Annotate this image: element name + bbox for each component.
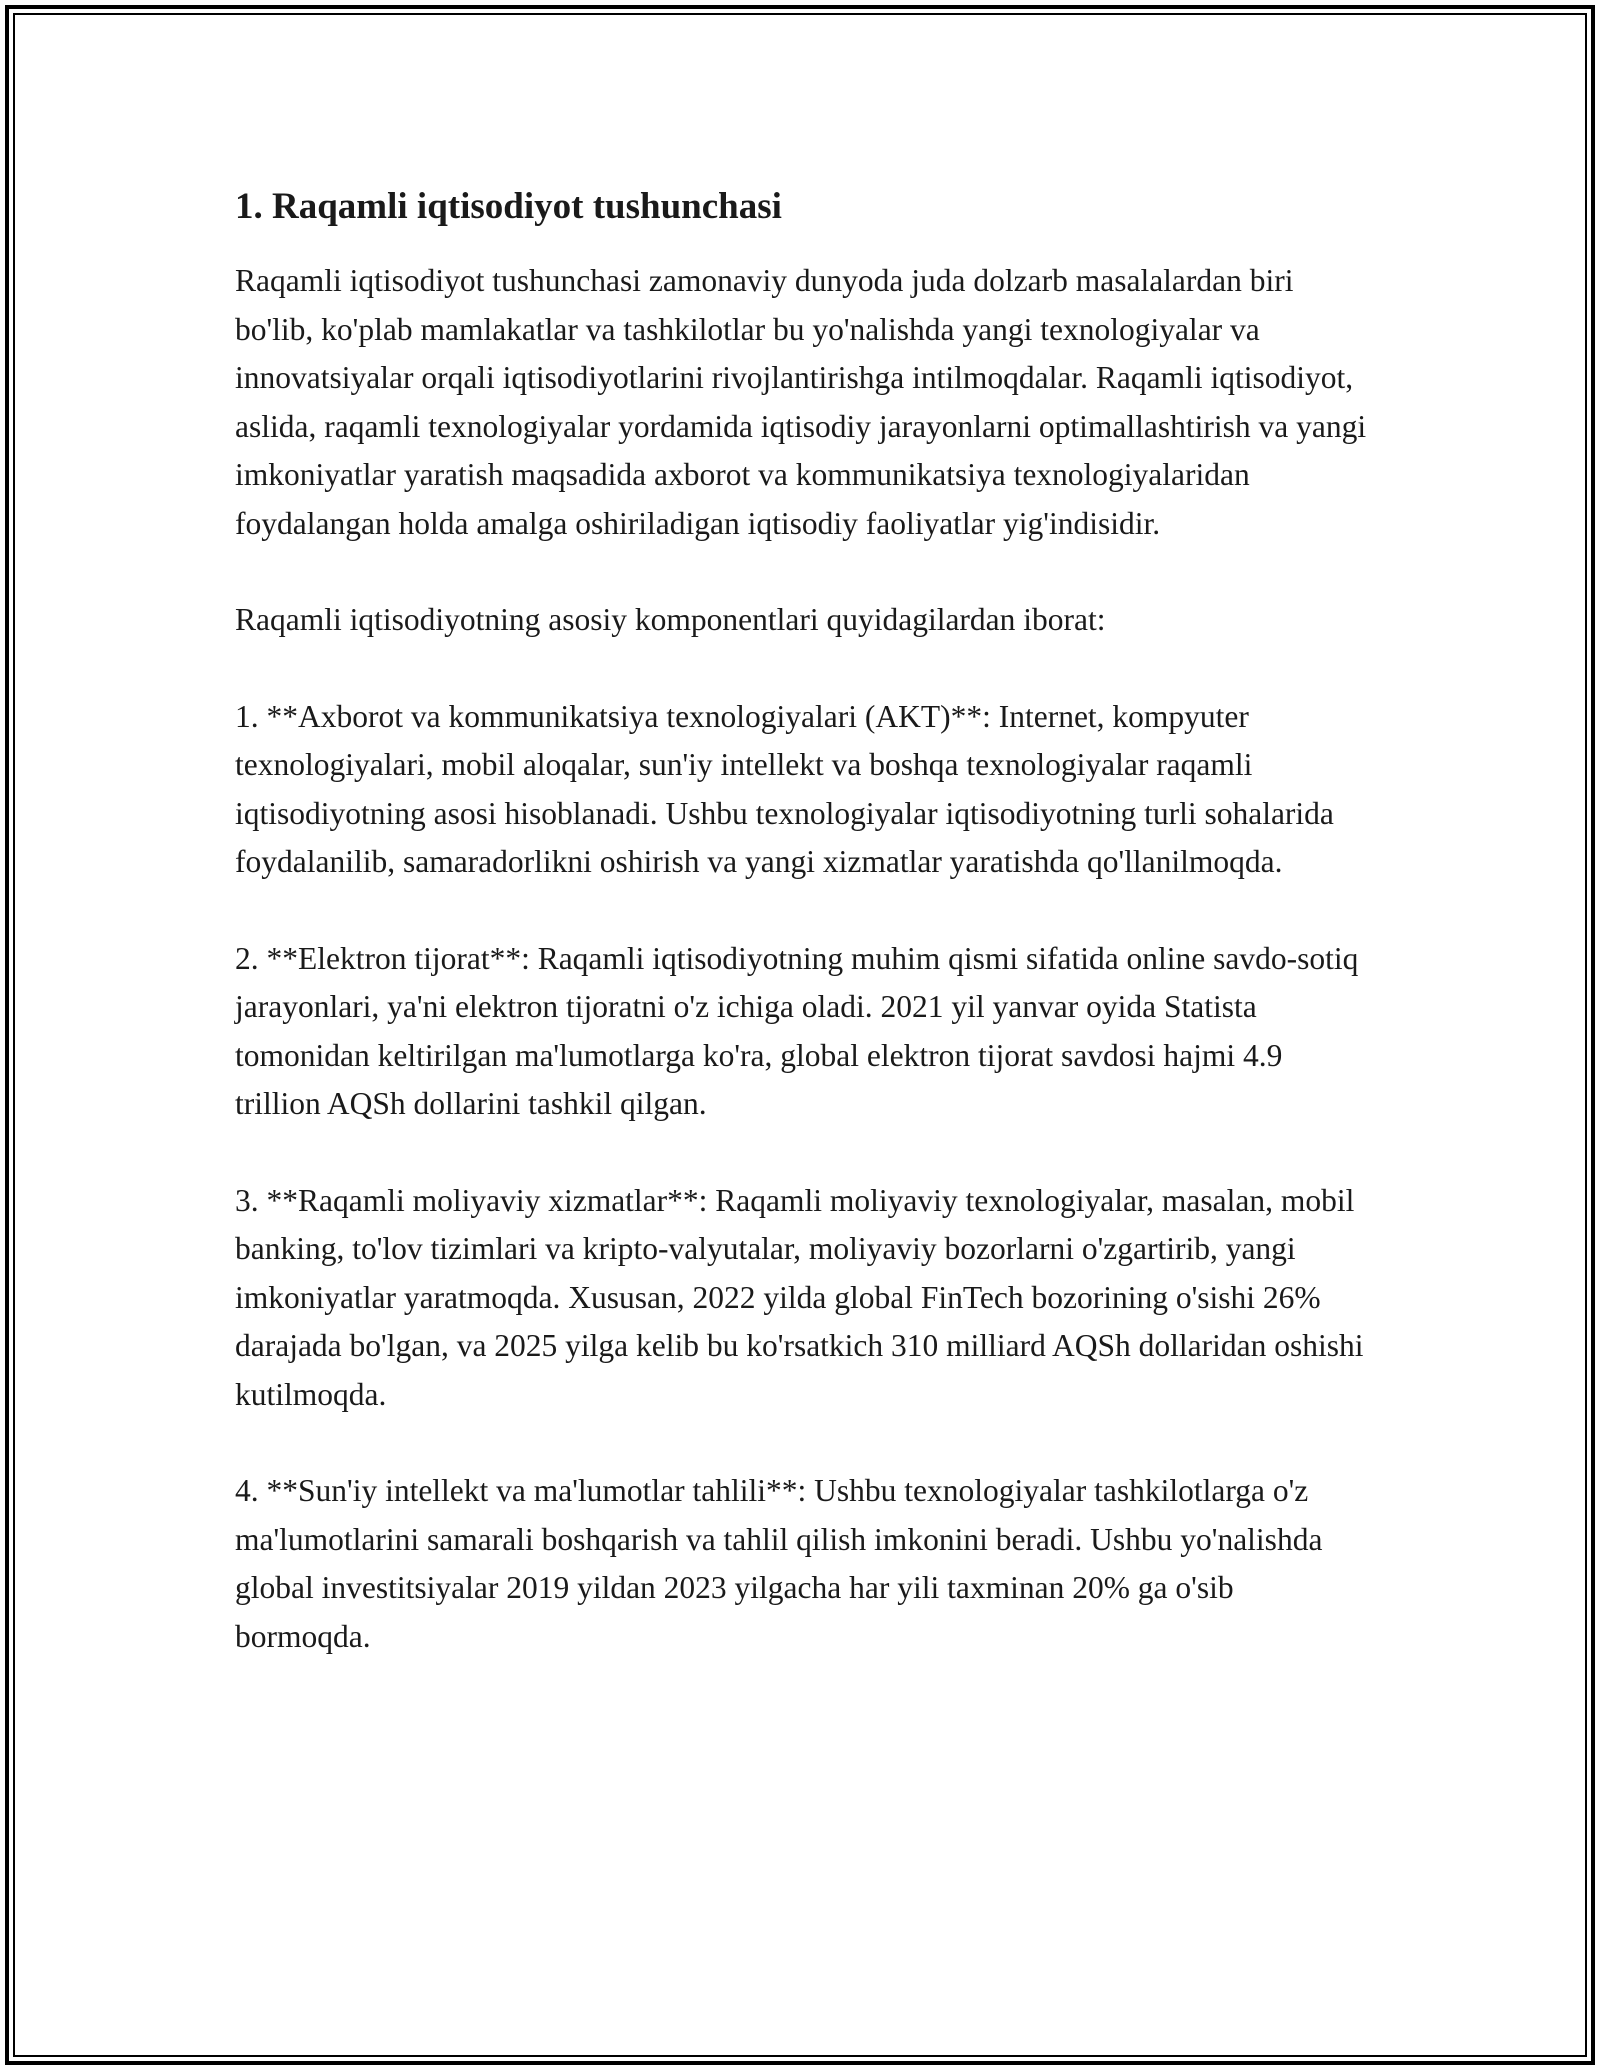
list-item-e-commerce: 2. **Elektron tijorat**: Raqamli iqtisodiyotning muhim qismi sifatida online savdo-sotiq jarayonlari, ya'ni elektron tijoratni o'z ichiga oladi. 2021 yil yanvar oyida Statista tomonidan keltirilgan ma'lumotlarga ko'ra, global elektron tijorat savdosi hajmi 4.9 trillion AQSh dollarini tashkil qilgan. <box>235 940 1359 1122</box>
list-item-digital-finance: 3. **Raqamli moliyaviy xizmatlar**: Raqamli moliyaviy texnologiyalar, masalan, mobil banking, to'lov tizimlari va kripto-valyutalar, moliyaviy bozorlarni o'zgartirib, yangi imkoniyatlar yaratmoqda. Xususan, 2022 yilda global FinTech bozorining o'sishi 26% darajada bo'lgan, va 2025 yilga kelib bu ko'rsatkich 310 milliard AQSh dollaridan oshishi kutilmoqda. <box>235 1182 1364 1412</box>
list-item-ai-data-analysis: 4. **Sun'iy intellekt va ma'lumotlar tahlili**: Ushbu texnologiyalar tashkilotlarga o'z ma'lumotlarini samarali boshqarish va tahlil qilish imkonini beradi. Ushbu yo'nalishda global investitsiyalar 2019 yildan 2023 yilgacha har yili taxminan 20% ga o'sib bormoqda. <box>235 1473 1323 1654</box>
intro-paragraph: Raqamli iqtisodiyot tushunchasi zamonaviy dunyoda juda dolzarb masalalardan biri bo'lib, ko'plab mamlakatlar va tashkilotlar bu yo'nalishda yangi texnologiyalar va innovatsiyalar orqali iqtisodiyotlarini rivojlantirishga intilmoqdalar. Raqamli iqtisodiyot, aslida, raqamli texnologiyalar yordamida iqtisodiy jarayonlarni optimallashtirish va yangi imkoniyatlar yaratish maqsadida axborot va kommunikatsiya texnologiyalaridan foydalangan holda amalga oshiriladigan iqtisodiy faoliyatlar yig'indisidir. <box>235 263 1367 541</box>
list-item-akt: 1. **Axborot va kommunikatsiya texnologiyalari (AKT)**: Internet, kompyuter texnologiyalari, mobil aloqalar, sun'iy intellekt va boshqa texnologiyalar raqamli iqtisodiyotning asosi hisoblanadi. Ushbu texnologiyalar iqtisodiyotning turli sohalarida foydalanilib, samaradorlikni oshirish va yangi xizmatlar yaratishda qo'llanilmoqda. <box>235 698 1334 880</box>
document-body <box>235 185 1375 1709</box>
components-intro-paragraph: Raqamli iqtisodiyotning asosiy komponentlari quyidagilardan iborat: <box>235 602 1106 638</box>
section-heading: 1. Raqamli iqtisodiyot tushunchasi <box>235 186 782 227</box>
